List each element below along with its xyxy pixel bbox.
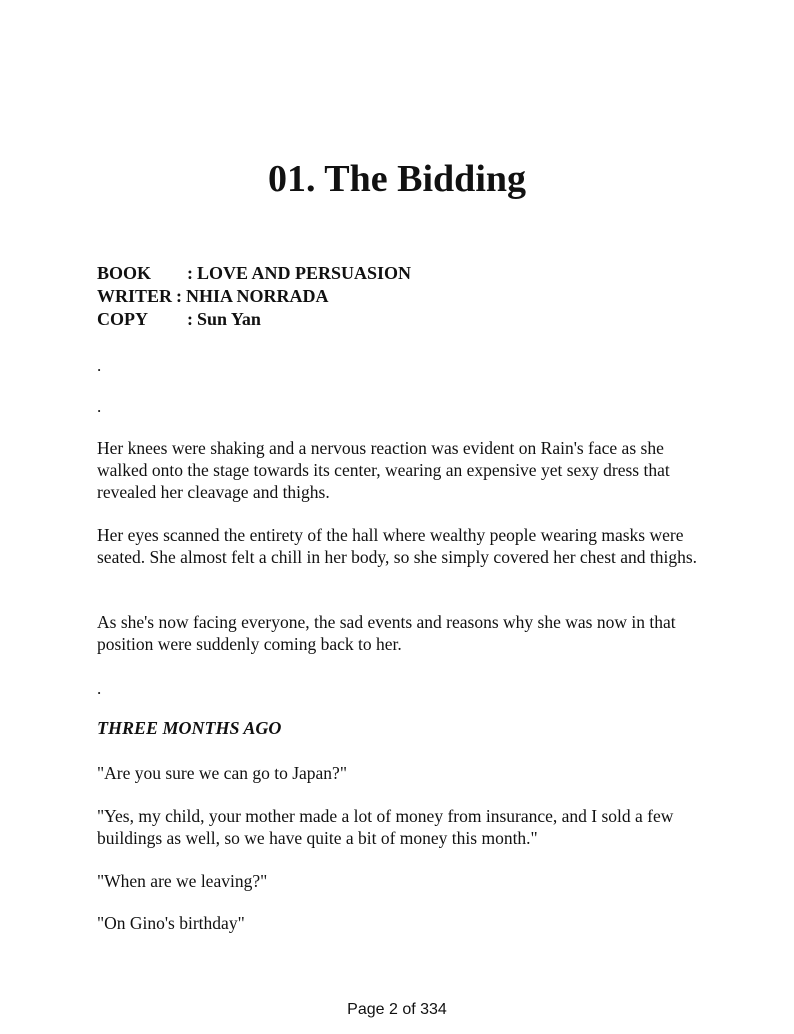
dialogue-line: "Are you sure we can go to Japan?" — [97, 763, 347, 783]
paragraph: Her eyes scanned the entirety of the hall where wealthy people wearing masks were seated. She almost felt a chill in her body, so she simply covered her chest and thighs. — [97, 525, 698, 567]
chapter-title: 01. The Bidding — [267, 158, 527, 200]
page-number: Page 2 of 334 — [347, 1001, 447, 1018]
meta-separator: : — [187, 263, 193, 283]
book-metadata — [97, 262, 411, 331]
meta-writer-row — [97, 285, 411, 308]
meta-copy-label: COPY — [97, 309, 148, 329]
scene-break-dot: . — [97, 397, 102, 416]
meta-separator: : — [187, 309, 193, 329]
paragraph: As she's now facing everyone, the sad events and reasons why she was now in that position were suddenly coming back to her. — [97, 612, 676, 654]
dialogue-line: "Yes, my child, your mother made a lot of money from insurance, and I sold a few buildings as well, so we have quite a bit of money this month." — [97, 806, 674, 848]
scene-break-dot: . — [97, 356, 102, 375]
meta-copy-row — [97, 308, 411, 331]
section-heading: THREE MONTHS AGO — [97, 718, 282, 738]
meta-book-value: LOVE AND PERSUASION — [197, 263, 412, 283]
meta-separator: : — [176, 286, 183, 306]
meta-book-row — [97, 262, 411, 285]
meta-writer-value: NHIA NORRADA — [186, 286, 329, 306]
scene-break-dot: . — [97, 679, 102, 698]
meta-book-label: BOOK — [97, 263, 152, 283]
meta-writer-label: WRITER — [97, 286, 173, 306]
dialogue-line: "When are we leaving?" — [97, 871, 268, 891]
paragraph: Her knees were shaking and a nervous reaction was evident on Rain's face as she walked onto the stage towards its center, wearing an expensive yet sexy dress that revealed her cleavage and thighs. — [97, 438, 670, 502]
dialogue-line: "On Gino's birthday" — [97, 913, 245, 933]
meta-copy-value: Sun Yan — [197, 309, 261, 329]
